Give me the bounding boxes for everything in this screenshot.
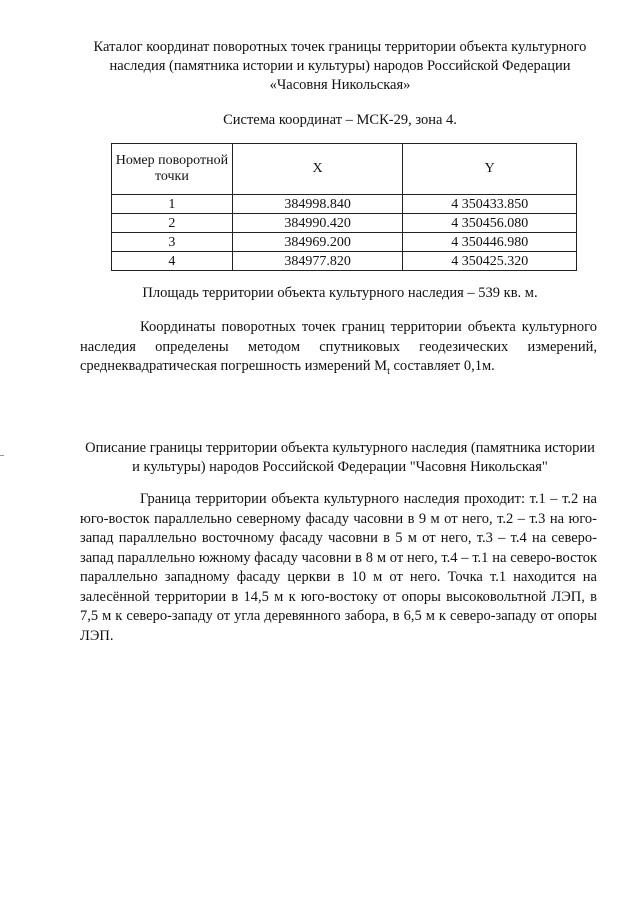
method-paragraph-subscript: t bbox=[387, 365, 390, 377]
point-number-cell: 2 bbox=[112, 214, 233, 233]
table-row bbox=[112, 252, 577, 271]
y-cell: 4 350456.080 bbox=[403, 214, 577, 233]
method-paragraph-tail: составляет 0,1м. bbox=[389, 358, 495, 374]
table-header-row bbox=[112, 144, 577, 195]
table-row bbox=[112, 214, 577, 233]
document-title: Каталог координат поворотных точек границы территории объекта культурного наследия (памятника истории и культуры) народов Российской Федерации «Часовня Никольская» bbox=[93, 39, 587, 93]
x-cell: 384998.840 bbox=[232, 195, 403, 214]
y-cell: 4 350433.850 bbox=[403, 195, 577, 214]
header-point-number: Номер поворотной точки bbox=[112, 144, 233, 195]
header-y: Y bbox=[403, 144, 577, 195]
table-row bbox=[112, 233, 577, 252]
table-row bbox=[112, 195, 577, 214]
method-paragraph bbox=[80, 318, 597, 381]
x-cell: 384990.420 bbox=[232, 214, 403, 233]
point-number-cell: 1 bbox=[112, 195, 233, 214]
header-x: X bbox=[232, 144, 403, 195]
x-cell: 384969.200 bbox=[232, 233, 403, 252]
area-statement: Площадь территории объекта культурного наследия – 539 кв. м. bbox=[142, 285, 538, 301]
point-number-cell: 3 bbox=[112, 233, 233, 252]
description-paragraph: Граница территории объекта культурного наследия проходит: т.1 – т.2 на юго-восток параллельно северному фасаду часовни в 9 м от него, т.2 – т.3 на юго-запад параллельно восточному фасаду часовни в 5 м от него, т.3 – т.4 на северо-запад параллельно южному фасаду часовни в 8 м от него, т.4 – т.1 на северо-восток параллельно западному фасаду церкви в 10 м от него. Точка т.1 находится на залесённой территории в 14,5 м к юго-востоку от опоры высоковольтной ЛЭП, в 7,5 м к северо-западу от угла деревянного забора, в 6,5 м к северо-западу от опоры ЛЭП. bbox=[80, 491, 597, 644]
y-cell: 4 350425.320 bbox=[403, 252, 577, 271]
x-cell: 384977.820 bbox=[232, 252, 403, 271]
margin-mark bbox=[0, 455, 4, 456]
description-title: Описание границы территории объекта культурного наследия (памятника истории и культуры) народов Российской Федерации "Часовня Никольская" bbox=[85, 440, 595, 475]
method-paragraph-main: Координаты поворотных точек границ территории объекта культурного наследия определены методом спутниковых геодезических измерений, среднеквадратическая погрешность измерений M bbox=[80, 319, 597, 374]
coordinates-table bbox=[111, 143, 577, 271]
coordinate-system-label: Система координат – МСК-29, зона 4. bbox=[223, 112, 457, 128]
point-number-cell: 4 bbox=[112, 252, 233, 271]
y-cell: 4 350446.980 bbox=[403, 233, 577, 252]
